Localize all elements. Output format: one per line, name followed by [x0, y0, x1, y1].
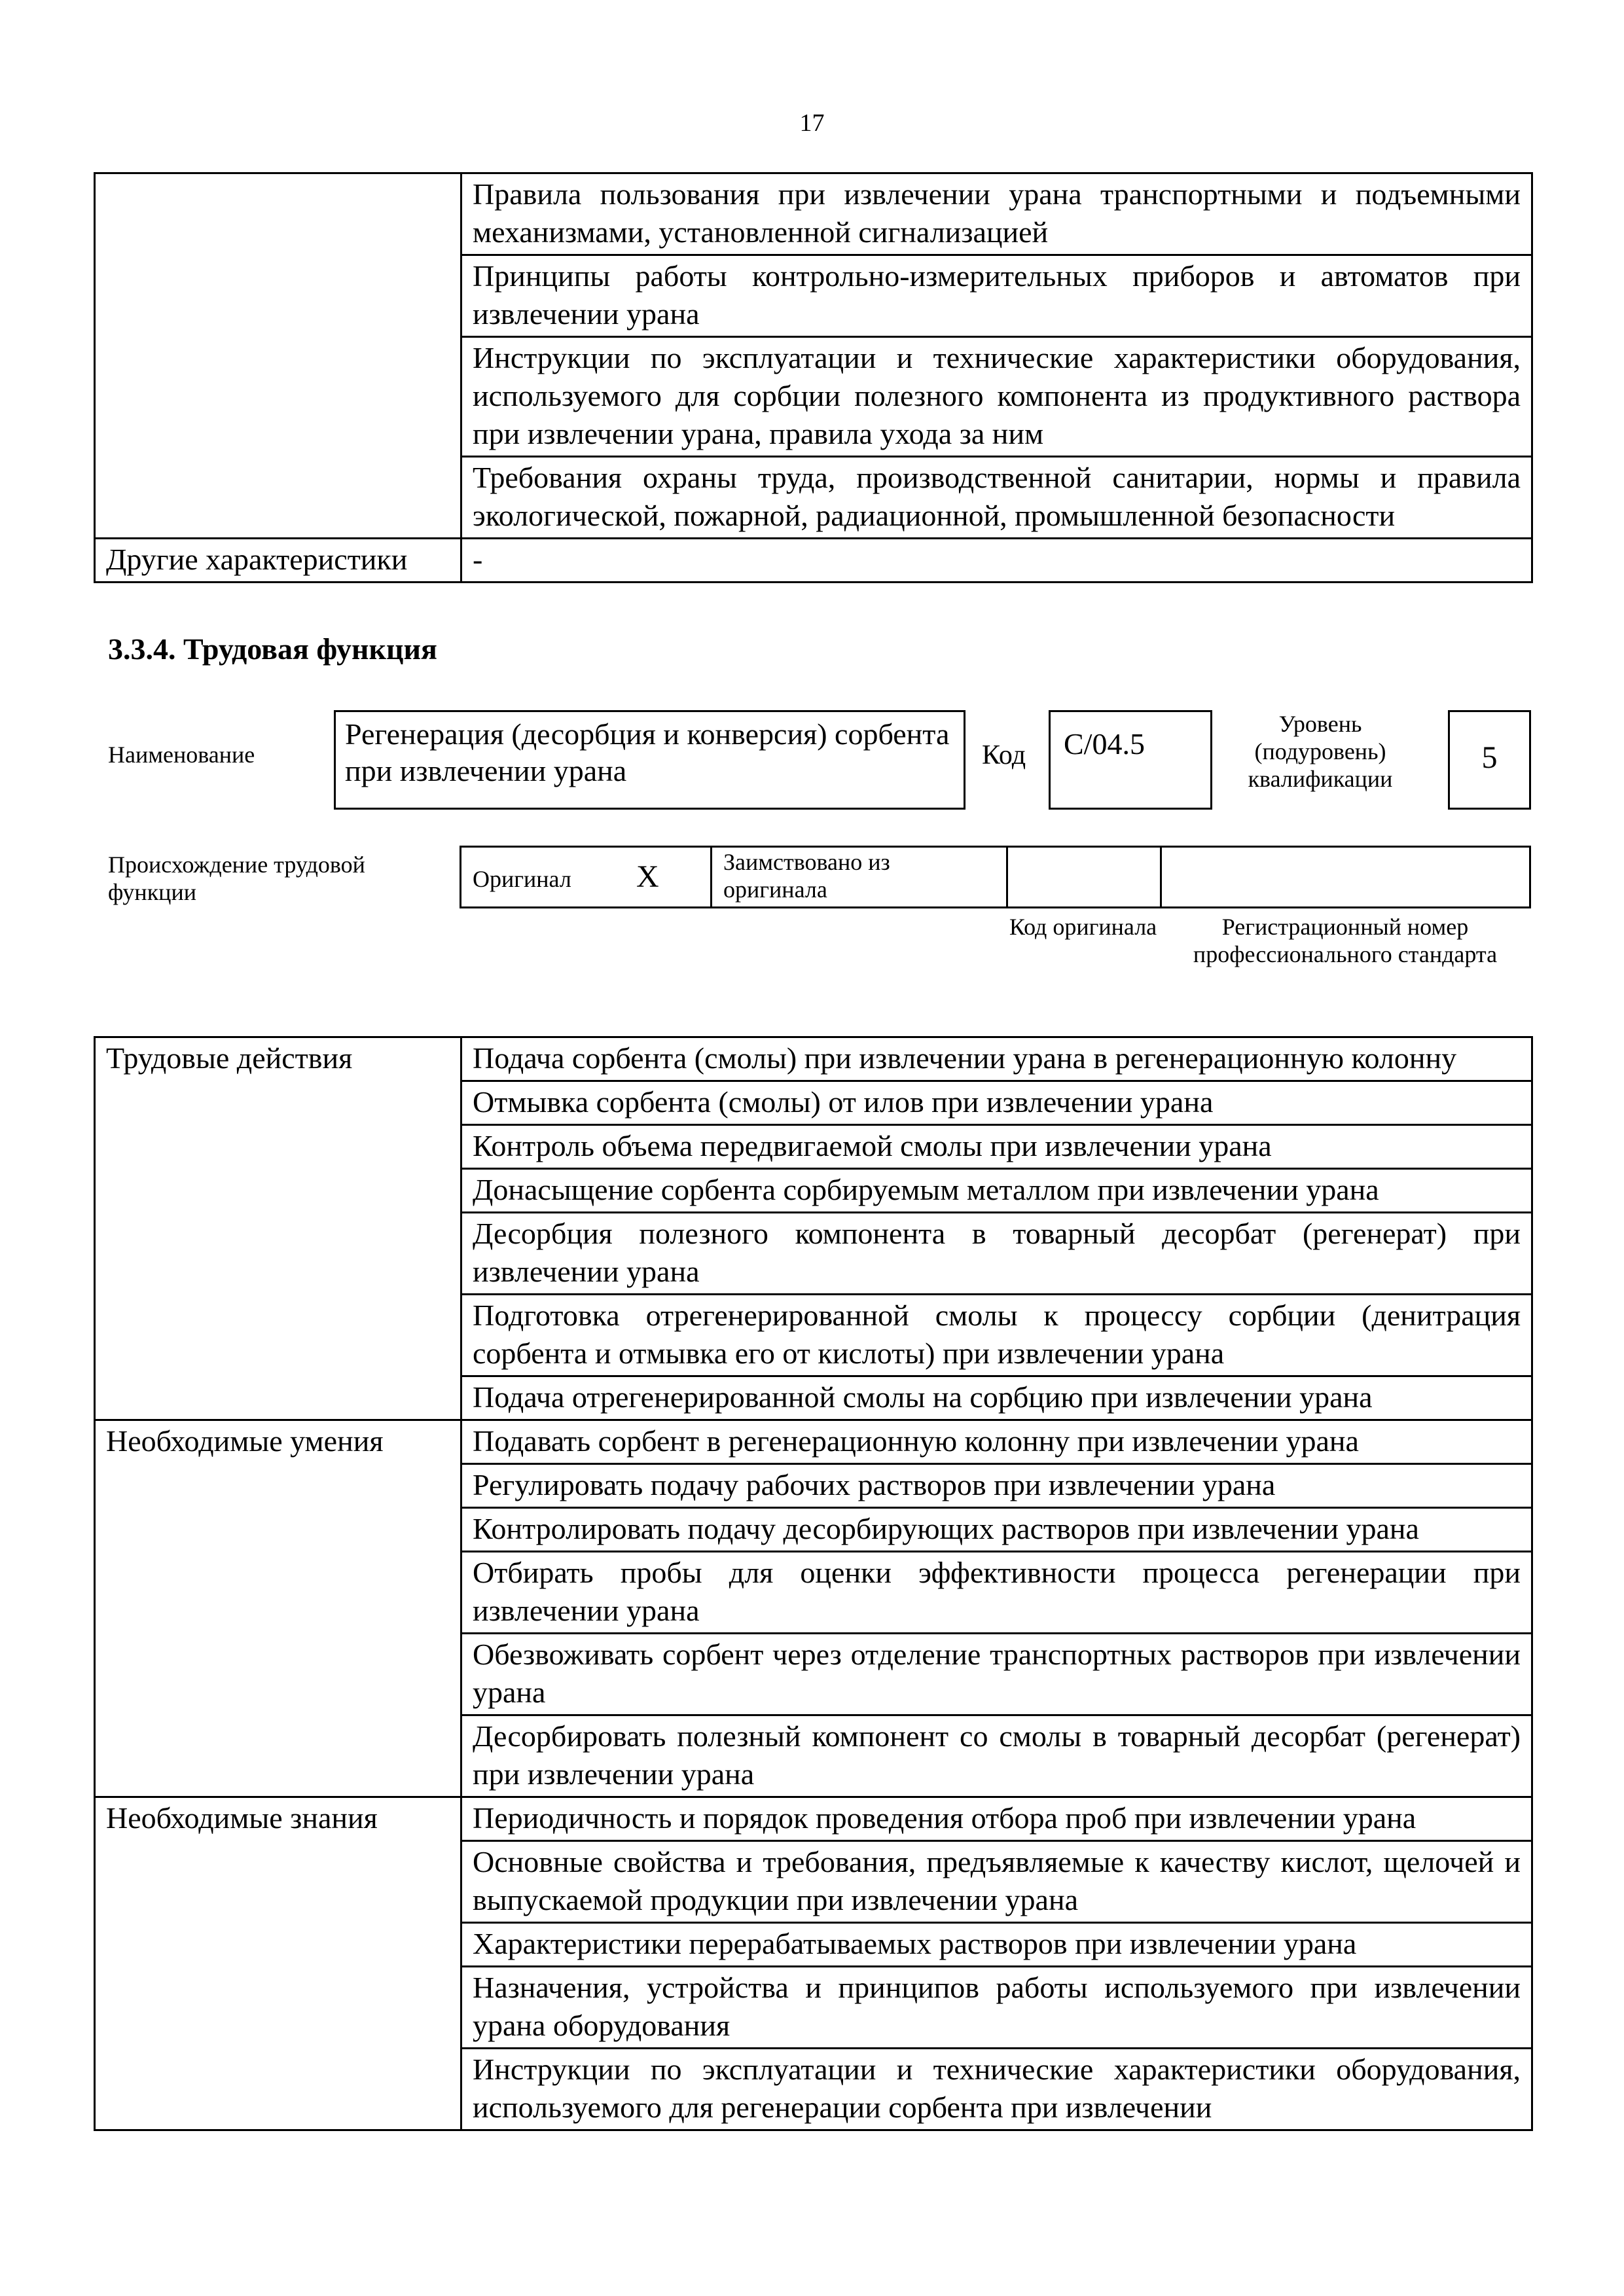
page-number: 17	[799, 109, 825, 137]
row-label-skills: Необходимые умения	[95, 1420, 461, 1797]
borrowed-label: Заимствовано из оригинала	[723, 849, 890, 903]
reg-number-caption: Регистрационный номер профессионального стандарта	[1193, 914, 1498, 967]
level-value: 5	[1481, 740, 1498, 775]
section-title: 3.3.4. Трудовая функция	[108, 632, 437, 666]
table-row	[95, 1420, 1532, 1464]
list-item: Инструкции по эксплуатации и технические характеристики оборудования, используемого для сорбции полезного компонента из продуктивного раствора при извлечении урана, правила ухода за ним	[461, 337, 1532, 457]
table-row	[95, 539, 1532, 583]
origin-label: Происхождение трудовой функции	[108, 852, 365, 905]
row-label-knowledge: Необходимые знания	[95, 1797, 461, 2130]
list-item: Требования охраны труда, производственной санитарии, нормы и правила экологической, пожарной, радиационной, промышленной безопасности	[461, 457, 1532, 539]
code-origin-caption: Код оригинала	[1009, 914, 1157, 940]
list-item: Отбирать пробы для оценки эффективности процесса регенерации при извлечении урана	[461, 1552, 1532, 1634]
knowledge-table-continued	[94, 172, 1533, 583]
name-label: Наименование	[108, 742, 255, 768]
list-item: Назначения, устройства и принципов работы используемого при извлечении урана оборудования	[461, 1967, 1532, 2049]
labor-function-table	[94, 1036, 1533, 2131]
list-item: Донасыщение сорбента сорбируемым металлом при извлечении урана	[461, 1169, 1532, 1213]
divider	[1160, 846, 1162, 908]
name-box	[334, 710, 965, 810]
list-item: Подготовка отрегенерированной смолы к процессу сорбции (денитрация сорбента и отмывка его от кислоты) при извлечении урана	[461, 1295, 1532, 1376]
list-item: Характеристики перерабатываемых растворов при извлечении урана	[461, 1923, 1532, 1967]
list-item: Обезвоживать сорбент через отделение транспортных растворов при извлечении урана	[461, 1634, 1532, 1715]
list-item: Десорбировать полезный компонент со смолы в товарный десорбат (регенерат) при извлечении урана	[461, 1715, 1532, 1797]
list-item: Инструкции по эксплуатации и технические характеристики оборудования, используемого для регенерации сорбента при извлечении	[461, 2049, 1532, 2130]
name-value: Регенерация (десорбция и конверсия) сорбента при извлечении урана	[345, 717, 950, 787]
code-box	[1049, 710, 1212, 810]
list-item: Контролировать подачу десорбирующих растворов при извлечении урана	[461, 1508, 1532, 1552]
code-value: C/04.5	[1064, 727, 1145, 761]
list-item: Правила пользования при извлечении урана транспортными и подъемными механизмами, установленной сигнализацией	[461, 173, 1532, 255]
table-row	[95, 1797, 1532, 1841]
list-item: Принципы работы контрольно-измерительных приборов и автоматов при извлечении урана	[461, 255, 1532, 337]
level-label: Уровень (подуровень) квалификации	[1248, 711, 1393, 792]
original-label: Оригинал	[473, 866, 571, 892]
code-label: Код	[982, 740, 1026, 770]
table-row	[95, 1037, 1532, 1081]
list-item: Периодичность и порядок проведения отбора проб при извлечении урана	[461, 1797, 1532, 1841]
divider	[1006, 846, 1008, 908]
list-item: Подача отрегенерированной смолы на сорбцию при извлечении урана	[461, 1376, 1532, 1420]
list-item: -	[461, 539, 1532, 583]
list-item: Регулировать подачу рабочих растворов при извлечении урана	[461, 1464, 1532, 1508]
row-label-other: Другие характеристики	[95, 539, 461, 583]
level-box	[1448, 710, 1531, 810]
table-row	[95, 173, 1532, 255]
list-item: Контроль объема передвигаемой смолы при извлечении урана	[461, 1125, 1532, 1169]
list-item: Основные свойства и требования, предъявляемые к качеству кислот, щелочей и выпускаемой продукции при извлечении урана	[461, 1841, 1532, 1923]
divider	[710, 846, 712, 908]
row-label	[95, 173, 461, 539]
list-item: Подавать сорбент в регенерационную колонну при извлечении урана	[461, 1420, 1532, 1464]
list-item: Десорбция полезного компонента в товарный десорбат (регенерат) при извлечении урана	[461, 1213, 1532, 1295]
list-item: Отмывка сорбента (смолы) от илов при извлечении урана	[461, 1081, 1532, 1125]
list-item: Подача сорбента (смолы) при извлечении урана в регенерационную колонну	[461, 1037, 1532, 1081]
original-mark: X	[636, 859, 659, 894]
row-label-actions: Трудовые действия	[95, 1037, 461, 1420]
